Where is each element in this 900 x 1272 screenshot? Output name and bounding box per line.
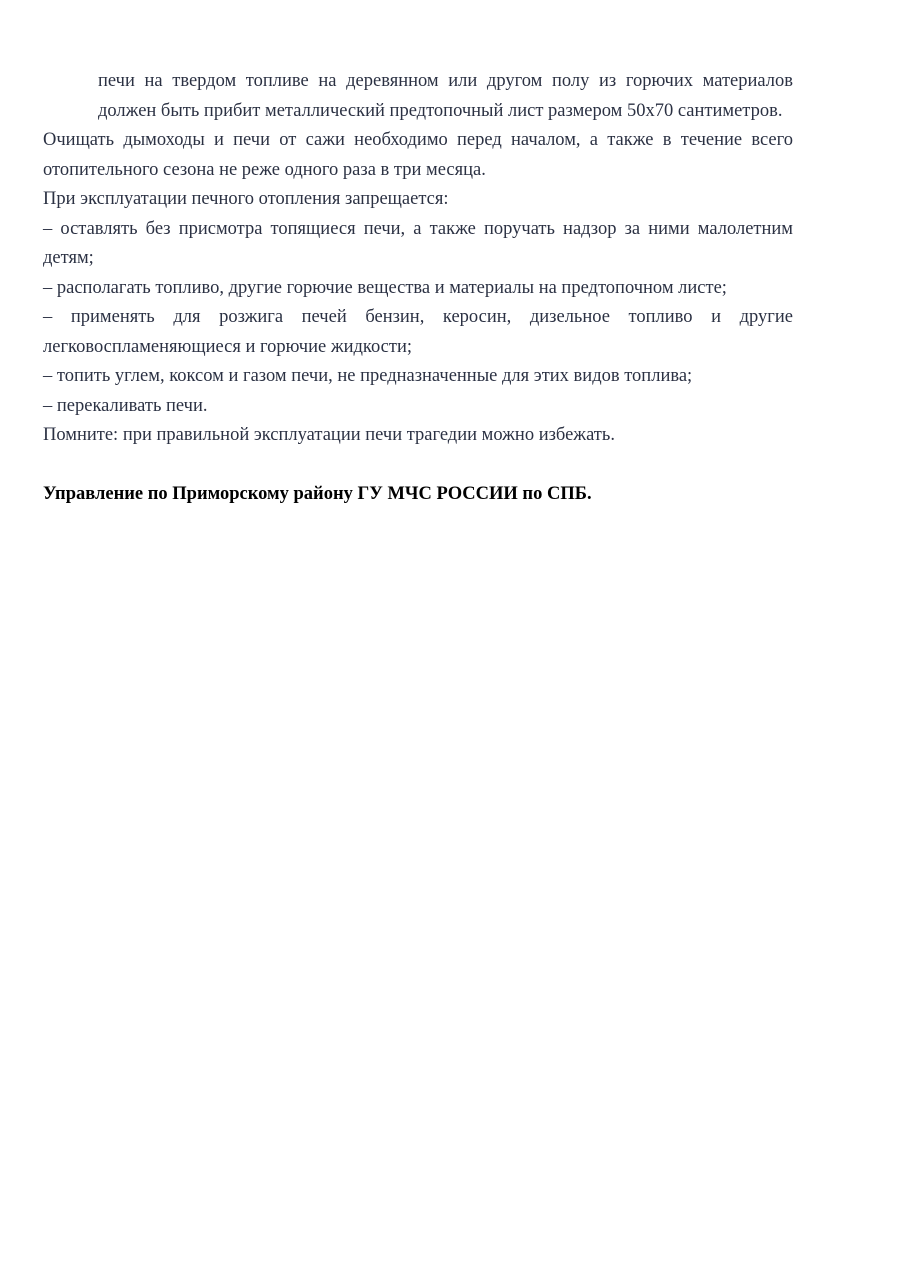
paragraph-stove-sheet-continuation: печи на твердом топливе на деревянном или другом полу из горючих материалов должен быть прибит металлический предтопочный лист размером 50х70 сантиметров. (98, 71, 793, 121)
list-item-flammable-liquids: – применять для розжига печей бензин, керосин, дизельное топливо и другие легковоспламеняющиеся и горючие жидкости; (43, 307, 793, 357)
paragraph-prohibitions-heading: При эксплуатации печного отопления запрещается: (43, 189, 449, 209)
paragraph-reminder: Помните: при правильной эксплуатации печи трагедии можно избежать. (43, 425, 615, 445)
list-item-wrong-fuel: – топить углем, коксом и газом печи, не предназначенные для этих видов топлива; (43, 366, 693, 386)
document-body (43, 67, 793, 509)
list-item-unattended-stoves: – оставлять без присмотра топящиеся печи, а также поручать надзор за ними малолетним детям; (43, 218, 793, 268)
paragraph-chimney-cleaning: Очищать дымоходы и печи от сажи необходимо перед началом, а также в течение всего отопительного сезона не реже одного раза в три месяца. (43, 130, 793, 180)
list-item-fuel-on-sheet: – располагать топливо, другие горючие вещества и материалы на предтопочном листе; (43, 277, 727, 298)
signature-line: Управление по Приморскому району ГУ МЧС РОССИИ по СПБ. (43, 483, 592, 504)
list-item-overheating: – перекаливать печи. (43, 395, 208, 416)
